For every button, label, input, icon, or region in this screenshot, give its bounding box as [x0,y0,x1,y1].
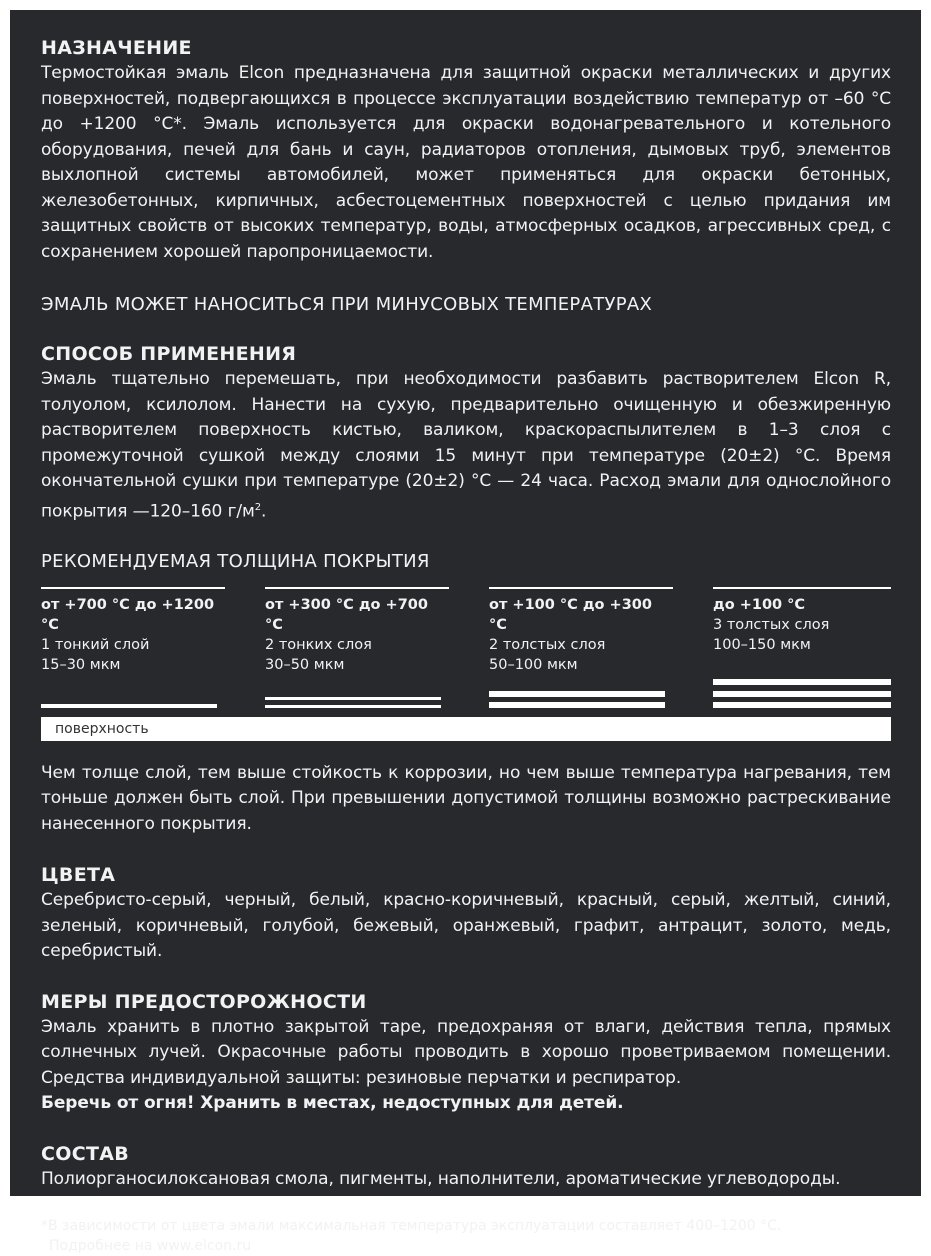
coating-layer [713,691,891,697]
temperature-range: от +700 °С до +1200 °С [41,596,215,633]
precautions-heading: МЕРЫ ПРЕДОСТОРОЖНОСТИ [41,990,367,1013]
application-text [41,367,891,525]
coating-layer [713,702,891,708]
website-note: Подробнее на www.elcon.ru [49,1238,252,1255]
coating-layer [713,679,891,685]
label-panel [10,10,921,1255]
thickness-column [265,587,449,675]
thickness-note: Чем толще слой, тем выше стойкость к коррозии, но чем выше температура нагревания, тем тоньше должен быть слой. При превышении допустимой толщины возможно растрескивание нанесенного покрытия. [41,762,891,834]
temperature-range: до +100 °С [713,596,806,613]
surface-bar: поверхность [41,717,891,741]
column-rule [489,587,673,589]
purpose-text: Термостойкая эмаль Elcon предназначена для защитной окраски металлических и других поверхностей, подвергающихся в процессе эксплуатации воздействию температур от –60 °С до +1200 °С*. Эмаль используется для окраски водонагревательного и котельного оборудования, печей для бань и саун, радиаторов отопления, дымовых труб, элементов выхлопной системы автомобилей, может применяться для окраски бетонных, железобетонных, кирпичных, асбестоцементных поверхностей с целью придания им защитных свойств от высоких температур, воды, атмосферных осадков, агрессивных сред, с сохранением хорошей паропроницаемости. [41,63,891,262]
thickness-microns: 30–50 мкм [265,656,345,673]
coating-layer [265,705,441,708]
content [41,35,891,1256]
temperature-range: от +100 °С до +300 °С [489,596,652,633]
application-body: Эмаль тщательно перемешать, при необходимости разбавить растворителем Elcon R, толуолом, ксилолом. Нанести на сухую, предварительно очищенную и обезжиренную растворителем поверхность кистью, валиком, краскораспылителем в 1–3 слоя с промежуточной сушкой между слоями 15 минут при температуре (20±2) °С. Время окончательной сушки при температуре (20±2) °С — 24 часа. Расход эмали для однослойного покрытия —120–160 г/м [41,369,891,522]
column-rule [41,587,225,589]
thickness-column [41,587,225,675]
thickness-microns: 15–30 мкм [41,656,121,673]
purpose-heading: НАЗНАЧЕНИЕ [41,37,192,59]
thickness-column [713,587,891,655]
coating-layer [489,702,665,708]
application-end: . [261,501,267,522]
coating-layer [489,691,665,697]
composition-text: Полиорганосилоксановая смола, пигменты, наполнители, ароматические углеводороды. [41,1168,841,1189]
application-heading: СПОСОБ ПРИМЕНЕНИЯ [41,343,297,365]
precautions-text: Эмаль хранить в плотно закрытой таре, предохраняя от влаги, действия тепла, прямых солнечных лучей. Окрасочные работы проводить в хорошо проветриваемом помещении. Средства индивидуальной защиты: резиновые перчатки и респиратор. [41,1016,891,1088]
thickness-column [489,587,673,675]
colors-heading: ЦВЕТА [41,864,116,887]
minus-temperature-note: ЭМАЛЬ МОЖЕТ НАНОСИТЬСЯ ПРИ МИНУСОВЫХ ТЕМПЕРАТУРАХ [41,294,653,315]
thickness-heading: РЕКОМЕНДУЕМАЯ ТОЛЩИНА ПОКРЫТИЯ [41,550,430,572]
column-rule [713,587,891,589]
temperature-range: от +300 °С до +700 °С [265,596,428,633]
fire-warning: Беречь от огня! Хранить в местах, недоступных для детей. [41,1093,624,1114]
thickness-microns: 100–150 мкм [713,636,811,653]
layer-description: 3 толстых слоя [713,616,830,633]
coating-layer [265,697,441,700]
coating-layer [41,704,217,708]
column-rule [265,587,449,589]
application-sup: 2 [254,501,262,513]
footnote: *В зависимости от цвета эмали максимальная температура эксплуатации составляет 400–1200 °С. [41,1218,782,1235]
layer-description: 2 тонких слоя [265,636,372,653]
layer-description: 1 тонкий слой [41,636,150,653]
layer-description: 2 толстых слоя [489,636,606,653]
composition-heading: СОСТАВ [41,1142,129,1165]
colors-text: Серебристо-серый, черный, белый, красно-коричневый, красный, серый, желтый, синий, зеленый, коричневый, голубой, бежевый, оранжевый, графит, антрацит, золото, медь, серебристый. [41,890,891,962]
thickness-microns: 50–100 мкм [489,656,578,673]
thickness-table [41,587,891,743]
